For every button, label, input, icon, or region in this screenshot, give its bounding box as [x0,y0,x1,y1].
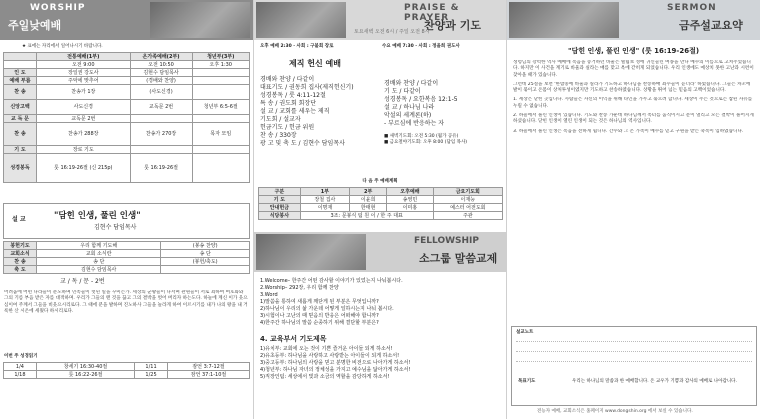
table-row: 1/4 창세기 16:30-40절 1/11 잠언 3:7-12절 [4,363,250,371]
table-row: 교회소식 교회 소식란 송 단 [4,250,250,258]
note-line [516,351,752,352]
table-row: 기 도 장로 기도 [4,146,250,154]
table-row: 축 도 김현수 담임목사 [4,266,250,274]
worship-banner-ko: 주일낮예배 [8,19,62,32]
list-item: 4)청년부: 하나님 자녀의 정체성을 가지고 예수님을 닮아가게 하소서! [260,367,411,373]
list-item: 1.Welcome– 한주간 어떤 감사할 이야기가 있었는지 나눠봅시다. [260,278,403,284]
sermon-paragraph: 1. 세상은 닫힌 곳입니다. 사람들은 자신의 이익을 위해 타인을 가두고 묶으려 합니다. 세상이 주는 것으로는 참된 자유를 누릴 수 없습니다. [513,97,753,109]
praise-column [253,0,506,419]
sermon-paragraph: 그런데 25절을 보면 '한밤중에 바울과 실라가 기도하고 하나님을 찬송하매 죄수들이 듣더라' 하였습니다. 그들은 차꼬에 발이 묶이고 온몸이 상처투성이였지만 기도하고 찬송하였습니다. 상황을 뛰어 넘는 믿음의 고백이었습니다. [513,81,751,94]
list-item: 1)말씀을 통하여 새롭게 깨닫게 된 부분은 무엇입니까? [260,299,379,305]
worship-time-row: 오전 9:00 오전 10:50 오후 1:30 [4,61,250,69]
list-item: 경배와 찬양 / 다같이 [260,76,315,83]
worship-notice: ★ 표에는 자리에서 일어나시기 바랍니다. [22,44,103,49]
list-item: 기 도 / 다같이 [384,88,421,95]
sermon-paragraph: 3. 하늘에서 풀린 인생은 복음을 전하게 됩니다. 간수와 그 온 가족이 예수를 믿고 구원을 받는 축복이 임하였습니다. [513,128,744,134]
offering-text: 교 / 독 / 문 - 2번 [60,278,105,285]
sermon-paragraph: 성령님의 강력한 역사 예배에 복음을 증거하던 바울은 빌립보 성에 귀신들린 여종을 만나 예수의 이름으로 고쳐주었습니다. 하지만 이 사건을 계기로 바울과 실라는 매를 맞고 옥에 갇히게 되었습니다. 우리 인생에도 예상치 못한 고난과 시련이 찾아올 때가 있습니다. [513,60,754,78]
fellowship-banner [254,232,506,272]
list-item: 2)유초등부: 하나님을 사랑하고 사랑받는 아이들이 되게 하소서! [260,353,400,359]
fellowship-list [260,278,503,327]
list-item: 5)직장인팀: 세상에서 빛과 소금의 역할을 감당하게 하소서! [260,374,390,380]
wednesday-order-list [384,80,504,146]
reading-caption: 이번 주 성경읽기 [4,354,38,359]
afternoon-service-title: 제직 헌신 예배 [289,59,341,68]
table-row: 교 독 문 교독문 2번 [4,115,250,123]
reading-table [3,362,250,379]
prayer-note: ■ 금요철야기도회: 오후 8:00 (담임 목사) [384,140,468,145]
list-item: 설 교 / 하나님 나라 [384,104,435,111]
afternoon-order-list [260,76,380,148]
fellowship-banner-en: FELLOWSHIP [414,236,479,246]
table-row: 찬 송 찬송가 1장 (사도신경) [4,85,250,100]
worship-banner [0,0,253,40]
list-item: 특 송 / 권도회 회장단 [260,100,317,107]
schedule-header-row: 구분 1부 2부 오후예배 금요기도회 [259,188,503,196]
table-row: 봉헌기도 우리 함께 기도해 (봉송 찬양) [4,242,250,250]
worship-order-table [3,52,250,183]
list-item: 3)시험이나 고난의 때 믿음의 반응은 어떠해야 합니까? [260,313,379,319]
sermon-summary-body [513,60,755,324]
list-item: 경배와 찬양 / 다같이 [384,80,439,87]
sermon-box [3,203,250,239]
praise-photo [256,2,346,38]
sermon-column [506,0,760,419]
list-item: 대표기도 / 권동희 집사(제직헌신기) [260,84,354,91]
list-item: 2)하나님이 우리의 삶 가운데 어떻게 일하시는지 나눠 봅시다. [260,306,394,312]
prayer-title: 4. 교육부서 기도제목 [260,335,327,343]
list-item: 4)한주간 하나님의 말씀 순종하기 위해 결단할 부분은? [260,320,379,326]
list-item: 3)중고등부: 하나님의 사랑을 믿고 분명한 비전으로 나아가게 하소서! [260,360,411,366]
table-row: 예배 부름 주악에 맞추어 (경배와 찬양) [4,77,250,85]
list-item: 헌금기도 / 헌금 위원 [260,124,315,131]
list-item: - 부르심에 반응하는 자 [384,120,445,127]
afternoon-service-header: 오후 예배 2:30 · 사회 : 구불회 장로 [260,44,334,49]
list-item: 2.Worship– 292장, 우리 함께 찬양 [260,285,339,291]
sermon-paragraph: 2. 하늘에서 풀린 인생이 있습니다. 기도와 찬송 가운데 하나님께서 옥터를 움직이시고 문이 열리고 모든 결박이 풀어지게 하셨습니다. 닫힌 인생이 열린 인생이 되는 것은 하나님의 역사입니다. [513,113,754,125]
list-item: 3.Word [260,292,278,298]
table-row: 신앙고백 사도신경 교독문 2번 청년부 6:5-6절 [4,100,250,115]
sermon-banner [507,0,760,40]
worship-photo [150,2,250,38]
memo-prayer-text: 우리는 하나님의 말씀과 한 예배합니다. 온 교우가 기쁨과 감사의 예배로 나아갑니다. [572,379,737,384]
bulletin-footer: 전능자 예배, 교회소식은 홈페이지 www.dongshin.org 에서 보실 수 있습니다. [537,409,693,414]
praise-banner-en: PRAISE & PRAYER [404,3,460,23]
memo-prayer-label: 목표기도 [518,379,536,384]
prayer-note: ■ 새벽기도회: 오전 5:30 (월가 공유) [384,134,459,139]
wednesday-service-header: 수요 예배 7:30 · 사회 : 정을희 권도사 [382,44,460,49]
table-row: 기 도 장철 집사 이윤희 송영민 이재능 [259,196,503,204]
table-row: 인 도 장일권 강도사 김현수 담임목사 [4,69,250,77]
worship-after-table [3,241,250,274]
schedule-table [258,187,503,220]
list-item: 성경봉독 / 요한복음 12:1-5 [384,96,458,103]
table-row: 찬 송 송 단 (봉헌/축도) [4,258,250,266]
note-line [516,341,752,342]
sermon-notes-box[interactable] [511,326,757,406]
worship-column [0,0,253,419]
sermon-label: 설 교 [12,216,26,223]
praise-banner [254,0,506,40]
sermon-banner-ko: 금주설교요약 [679,19,743,32]
sermon-summary-title: "담힌 인생, 풀린 인생" (룻 16:19-26절) [567,47,700,55]
sermon-photo [509,2,619,38]
list-item: 악설의 세계론(하) [384,112,432,119]
table-row: 찬 송 찬송가 288장 찬송가 270장 목자 모임 [4,123,250,146]
list-item: 설 교 / 교회를 세우는 제직 [260,108,330,115]
list-item: 광 고 및 축 도 / 김현수 담임목사 [260,140,345,147]
schedule-caption: 다 음 주 예배계획 [362,179,398,184]
praise-banner-ko: 찬양과 기도 [424,19,481,32]
sermon-notes-label: 설교노트 [516,330,534,335]
note-line [516,361,752,362]
table-row: 1/18 룻 16:22-26절 1/25 잠언 37:1-10절 [4,371,250,379]
sermon-banner-en: SERMON [667,3,717,13]
list-item: 찬 송 / 330장 [260,132,297,139]
fellowship-banner-ko: 소그룹 말씀교제 [419,252,498,265]
fellowship-photo [256,234,366,270]
prayer-list [260,346,503,381]
praise-banner-sub: 토요새벽 오전 6시 / 주일 오전 8시 [354,29,430,35]
sermon-preacher: 김현수 담임목사 [94,224,137,231]
worship-header-row: 전통예배(1부) 온가족예배(2부) 청년부(3부) [4,53,250,61]
worship-scripture-text: 어려움에 어떤 나라들이 분노하며 민족들이 헛된 일을 꾸미는가. 세상의 군왕들이 나서며 관원들이 서로 꾀하여 여호와와 그의 기름 부음 받은 자를 대적하며. 우리가 그들의 맨 것을 끊고 그의 결박을 벗어 버리자 하는도다. 하늘에 계신 이가 웃으심이여 주께서 그들을 비웃으시리로다. 그 때에 분을 발하며 진노하사 그들을 놀라게 하여 이르시기를 내가 나의 왕을 내 거룩한 산 시온에 세웠다 하시리로다. [4,290,248,314]
sermon-title: "담힌 인생, 풀린 인생" [54,211,141,221]
worship-banner-en: WORSHIP [30,3,86,13]
table-row: 성경봉독 룻 16:19-26절 (신 215p) 룻 16:19-26절 [4,154,250,183]
table-row: 식당봉사 3조: 문봉식 팀 원 이 / 한 주 대표 주관 [259,212,503,220]
table-row: 안내헌금 이명재 한태현 이미홍 예스터 어전도회 [259,204,503,212]
list-item: 성경봉독 / 룻 4:11-12절 [260,92,326,99]
list-item: 1)유치부: 교회에 오는 것이 기쁜 즐거운 아이들 되게 하소서! [260,346,393,352]
list-item: 기도회 / 설교자 [260,116,301,123]
